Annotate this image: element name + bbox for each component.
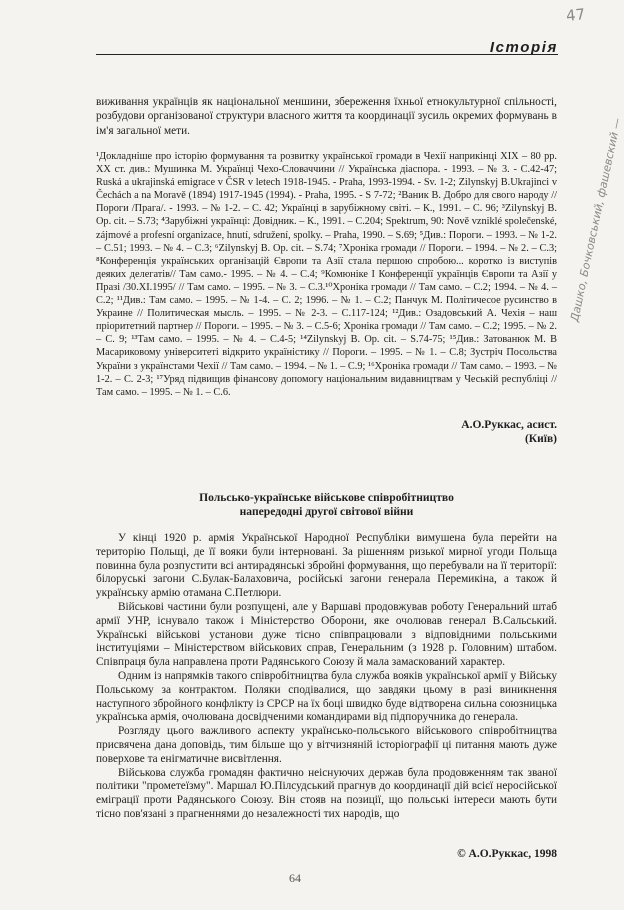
intro-paragraph: виживання українців як національної меншини, збереження їхньої етнокультурної спільності, розбудови організованої структури власного життя та координації зусиль окремих формувань в ім'я загальної мети. (96, 96, 557, 137)
author-place: (Київ) (524, 433, 557, 445)
footnotes: ¹Докладніше про історію формування та розвитку української громади в Чехії наприкінці XIX – 80 рр. XX ст. див.: Мушинка М. Українці Чехо-Словаччини // Українська діаспора. - 1993. – № 3. - С.42-47; Ruská a ukrajinská emigrace v ČSR v letech 1918-1945. - Praha, 1993-1994. - Sv. 1-2; Zilynskyj B.Ukrajinci v Čechách a na Moravě (1894) 1917-1945 (1994). - Praha, 1995. - S 7-72; ²Ваник В. Добро для свого народу // Пороги /Прага/. - 1993. – № 1-2. – С. 42; Українці в зарубіжному світі. – К., 1991. – С. 96; ³Zilynskyj B. Op. cit. – S.73; ⁴Зарубіжні українці: Довідник. – К., 1991. – С.204; Spektrum, 90: Nově vzniklé společenské, zájmové a profesní organizace, hnutí, sdružení, spolky. – Praha, 1990. – S.69; ⁵Див.: Пороги. – 1993. – № 1-2. – С.51; 1993. – № 4. – С.3; ⁶Zilynskyj B. Op. cit. – S.74; ⁷Хроніка громади // Пороги. – 1994. – № 2. – С.3; ⁸Конференція українських організацій Європи та Азії стала першою спробою... коротко із виступів деяких делегатів// Там само.- 1995. – № 4. – С.4; ⁹Комюніке I Конференції українців Європи та Азії у Празі /30.XI.1995/ // Там само. – 1995. – № 3. – С.3.¹⁰Хроніка громади // Там само. – С.2; 1994. – № 4. – С.2; ¹¹Див.: Там само. – 1995. – № 1-4. – С. 2; 1996. – № 1. – С.2; Панчук М. Політичесое русинство в Украине // Политическая мысль. – 1995. – № 2-3. – С.117-124; ¹²Див.: Озадовський А. Чехія – наш пріоритетний партнер // Пороги. – 1995. – № 3. – С.5-6; Хроніка громади // Там само. – С.2; 1995. – № 2. – С. 9; ¹³Там само. – 1995. – № 4. – С.4-5; ¹⁴Zilynskyj B. Op. cit. – S.74-75; ¹⁵Див.: Затованюк М. В Масариковому університеті відкрито україністику // Пороги. – 1995. – № 1. – С.8; Зустріч Посольства України з українстами Чехії // Там само. – 1994. – № 1. – С.9; ¹⁶Хроніка громади // Там само. – 1993. – № 1-2. – С. 2-3; ¹⁷Уряд підвищив фінансову допомогу національним видавництвам у Чеській республіці // Там само. – 1995. – № 1. – С.6. (96, 151, 557, 398)
page-number: 64 (289, 871, 301, 885)
body-paragraph: Розгляду цього важливого аспекту українсько-польського військового співробітництва присвячена дана доповідь, тим більше що у вітчизняній історіографії ці питання мають дуже поверхове та енігматичне висвітлення. (96, 725, 557, 765)
handwritten-page-number: 47 (565, 5, 586, 25)
article-title (96, 491, 557, 520)
article-title-line2: напередодні другої світової війни (239, 505, 414, 519)
author-name: А.О.Руккас, асист. (461, 419, 557, 431)
section-title: Історія (489, 39, 558, 56)
body-paragraph: У кінці 1920 р. армія Української Народної Республіки вимушена була перейти на територію Польщі, де її вояки були інтерновані. За рішенням ризької мирної угоди Польща повинна була розпустити всі антирадянські збройні формування, що перебували на її території: білоруські загони С.Булак-Балаховича, російські загони генерала Перемикіна, а також й українську армію отамана С.Петлюри. (96, 532, 557, 600)
article-title-line1: Польсько-українське військове співробітництво (199, 491, 454, 504)
body-paragraph: Військові частини були розпущені, але у Варшаві продовжував роботу Генеральний штаб армії УНР, існувало також і Міністерство Оборони, яке очолював генерал В.Сальський. Українські військові установи дуже тісно співпрацювали з відповідними польськими інституціями – Міністерством військових справ, Генеральним (з 1928 р. Головним) штабом. Співпраця була направлена проти Радянського Союзу й мала замаскований характер. (96, 600, 557, 669)
body-paragraph: Одним із напрямків такого співробітництва була служба вояків української армії у Війську Польському за контрактом. Поляки сподівалися, що завдяки цьому в разі виникнення наступного збройного конфлікту із СРСР на їх боці швидко буде відтворена сильна союзницька українська армія, очолювана досвідченими командирами від підпоручника до генерала. (96, 669, 557, 724)
header-rule (96, 54, 558, 55)
body-paragraph: Військова служба громадян фактично неіснуючих держав була продовженням так званої політики "прометеїзму". Маршал Ю.Пілсудський прагнув до координації дій всієї неросійської еміграції проти Радянського Союзу. Він стояв на позиції, що польські інтереси мають бути тісно пов'язані з прагненнями до незалежності тих народів, що (96, 766, 557, 820)
margin-handwriting: Дашко, Бочковський, фашевский — (568, 116, 624, 323)
author-block (300, 418, 557, 446)
article-body (96, 532, 557, 822)
copyright: © А.О.Руккас, 1998 (457, 848, 557, 860)
